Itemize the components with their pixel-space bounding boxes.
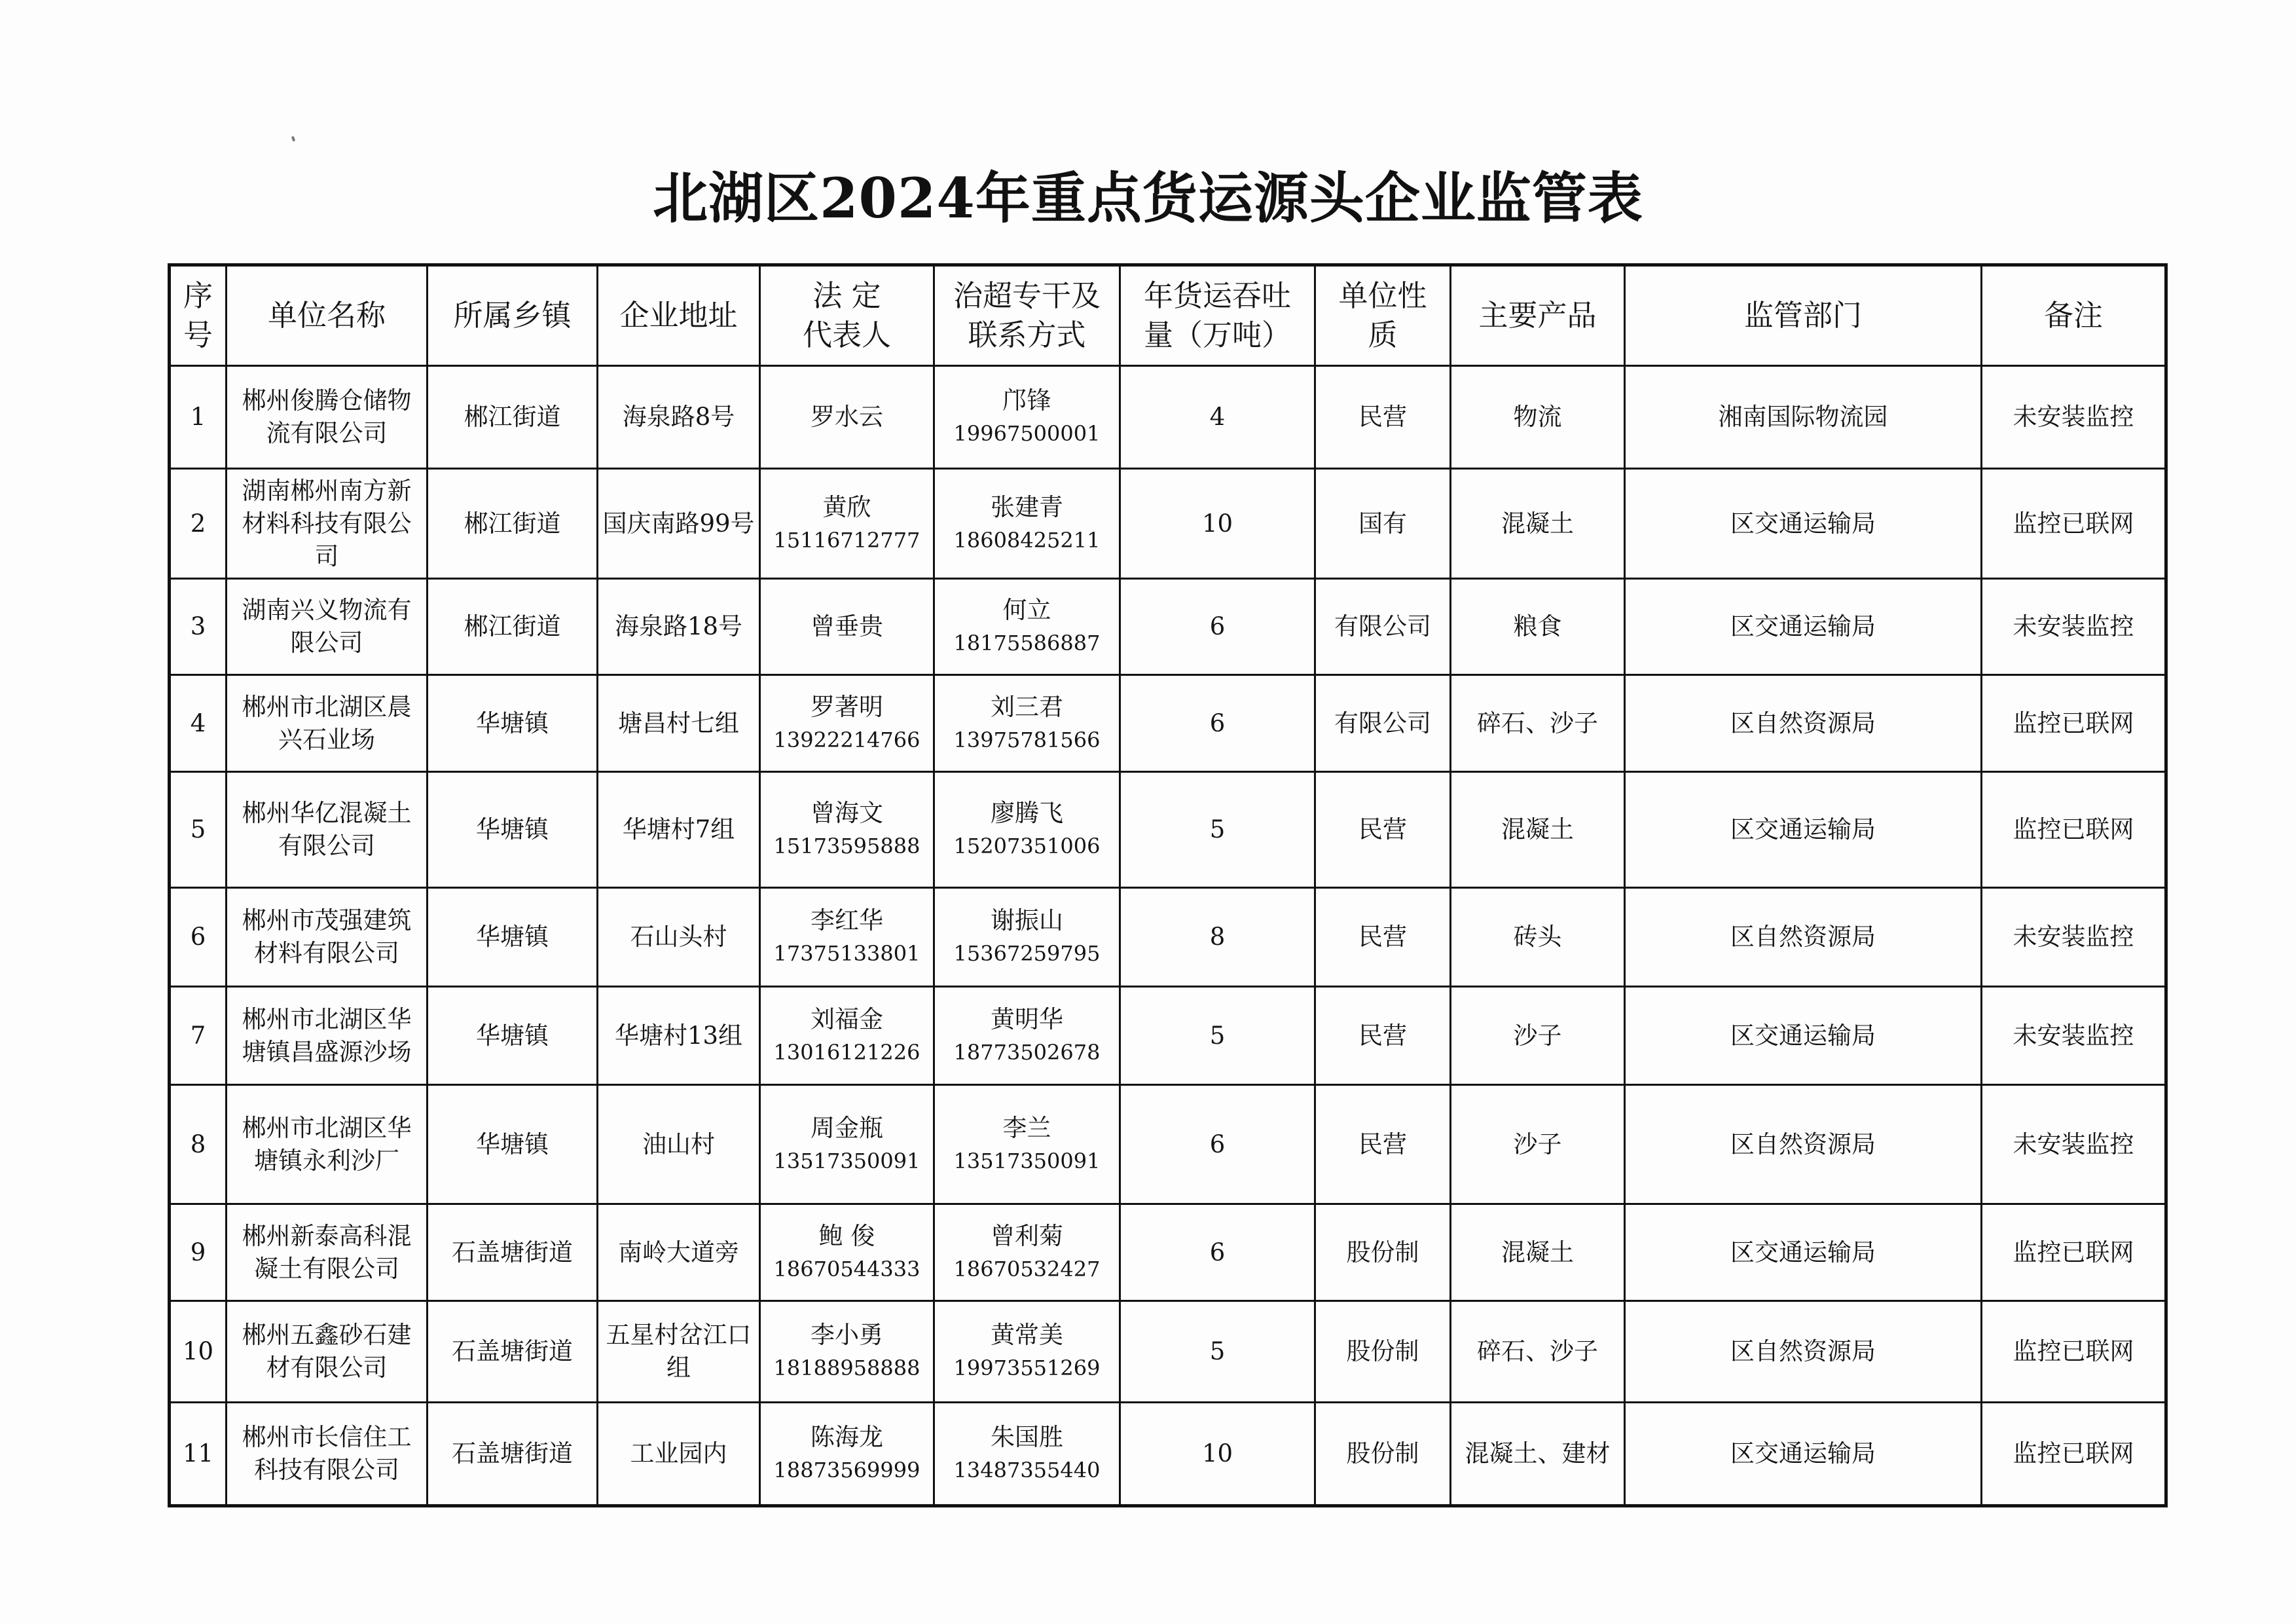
town-cell: 华塘镇	[428, 675, 598, 772]
contact-cell: 黄常美 19973551269	[934, 1301, 1120, 1403]
volume-cell: 8	[1120, 888, 1315, 987]
contact-cell: 廖腾飞 15207351006	[934, 772, 1120, 888]
remark-cell: 监控已联网	[1982, 1403, 2166, 1506]
contact-cell: 何立 18175586887	[934, 579, 1120, 675]
town-cell: 郴江街道	[428, 469, 598, 579]
town-cell: 华塘镇	[428, 1085, 598, 1204]
company-name-cell: 郴州华亿混凝土有限公司	[227, 772, 428, 888]
remark-cell: 监控已联网	[1982, 1204, 2166, 1301]
volume-cell: 5	[1120, 1301, 1315, 1403]
nature-cell: 民营	[1315, 772, 1451, 888]
remark-cell: 未安装监控	[1982, 888, 2166, 987]
enterprise-supervision-table	[168, 263, 2168, 1507]
company-name-cell: 湖南兴义物流有限公司	[227, 579, 428, 675]
volume-cell: 6	[1120, 675, 1315, 772]
legal-rep-cell: 李红华 17375133801	[760, 888, 934, 987]
nature-cell: 民营	[1315, 1085, 1451, 1204]
header-seq: 序 号	[170, 265, 227, 366]
row-seq-cell: 1	[170, 366, 227, 469]
remark-cell: 未安装监控	[1982, 579, 2166, 675]
header-remark: 备注	[1982, 265, 2166, 366]
legal-rep-cell: 李小勇 18188958888	[760, 1301, 934, 1403]
row-seq-cell: 8	[170, 1085, 227, 1204]
address-cell: 五星村岔江口组	[598, 1301, 760, 1403]
volume-cell: 6	[1120, 1204, 1315, 1301]
address-cell: 南岭大道旁	[598, 1204, 760, 1301]
legal-rep-cell: 刘福金 13016121226	[760, 987, 934, 1085]
document-title: 北湖区2024年重点货运源头企业监管表	[653, 166, 1643, 231]
address-cell: 工业园内	[598, 1403, 760, 1506]
row-seq-cell: 2	[170, 469, 227, 579]
header-name: 单位名称	[227, 265, 428, 366]
town-cell: 郴江街道	[428, 366, 598, 469]
row-seq-cell: 9	[170, 1204, 227, 1301]
row-seq-cell: 11	[170, 1403, 227, 1506]
volume-cell: 4	[1120, 366, 1315, 469]
volume-cell: 10	[1120, 469, 1315, 579]
contact-cell: 曾利菊 18670532427	[934, 1204, 1120, 1301]
table-row	[170, 579, 2166, 675]
remark-cell: 监控已联网	[1982, 675, 2166, 772]
dept-cell: 区交通运输局	[1625, 1403, 1982, 1506]
header-nature: 单位性 质	[1315, 265, 1451, 366]
table-row	[170, 675, 2166, 772]
address-cell: 国庆南路99号	[598, 469, 760, 579]
address-cell: 塘昌村七组	[598, 675, 760, 772]
remark-cell: 监控已联网	[1982, 1301, 2166, 1403]
row-seq-cell: 6	[170, 888, 227, 987]
nature-cell: 民营	[1315, 366, 1451, 469]
header-address: 企业地址	[598, 265, 760, 366]
nature-cell: 股份制	[1315, 1403, 1451, 1506]
dept-cell: 区自然资源局	[1625, 1301, 1982, 1403]
company-name-cell: 郴州市北湖区华塘镇永利沙厂	[227, 1085, 428, 1204]
remark-cell: 监控已联网	[1982, 772, 2166, 888]
remark-cell: 未安装监控	[1982, 987, 2166, 1085]
nature-cell: 股份制	[1315, 1301, 1451, 1403]
nature-cell: 股份制	[1315, 1204, 1451, 1301]
header-dept: 监管部门	[1625, 265, 1982, 366]
row-seq-cell: 4	[170, 675, 227, 772]
contact-cell: 刘三君 13975781566	[934, 675, 1120, 772]
product-cell: 混凝土	[1451, 469, 1625, 579]
town-cell: 华塘镇	[428, 888, 598, 987]
table-row	[170, 1204, 2166, 1301]
legal-rep-cell: 周金瓶 13517350091	[760, 1085, 934, 1204]
header-product: 主要产品	[1451, 265, 1625, 366]
town-cell: 石盖塘街道	[428, 1403, 598, 1506]
contact-cell: 黄明华 18773502678	[934, 987, 1120, 1085]
legal-rep-cell: 罗著明 13922214766	[760, 675, 934, 772]
dept-cell: 区交通运输局	[1625, 579, 1982, 675]
table-row	[170, 1301, 2166, 1403]
address-cell: 油山村	[598, 1085, 760, 1204]
legal-rep-cell: 罗水云	[760, 366, 934, 469]
volume-cell: 5	[1120, 987, 1315, 1085]
dept-cell: 区交通运输局	[1625, 1204, 1982, 1301]
address-cell: 海泉路18号	[598, 579, 760, 675]
product-cell: 物流	[1451, 366, 1625, 469]
nature-cell: 民营	[1315, 987, 1451, 1085]
dept-cell: 湘南国际物流园	[1625, 366, 1982, 469]
dept-cell: 区交通运输局	[1625, 469, 1982, 579]
legal-rep-cell: 鲍 俊 18670544333	[760, 1204, 934, 1301]
company-name-cell: 郴州市北湖区晨兴石业场	[227, 675, 428, 772]
product-cell: 粮食	[1451, 579, 1625, 675]
table-row	[170, 469, 2166, 579]
address-cell: 海泉路8号	[598, 366, 760, 469]
table-row	[170, 772, 2166, 888]
address-cell: 石山头村	[598, 888, 760, 987]
product-cell: 碎石、沙子	[1451, 675, 1625, 772]
row-seq-cell: 7	[170, 987, 227, 1085]
legal-rep-cell: 曾海文 15173595888	[760, 772, 934, 888]
remark-cell: 未安装监控	[1982, 366, 2166, 469]
dept-cell: 区自然资源局	[1625, 675, 1982, 772]
header-contact: 治超专干及 联系方式	[934, 265, 1120, 366]
table-row	[170, 987, 2166, 1085]
company-name-cell: 郴州新泰高科混凝土有限公司	[227, 1204, 428, 1301]
address-cell: 华塘村13组	[598, 987, 760, 1085]
remark-cell: 监控已联网	[1982, 469, 2166, 579]
row-seq-cell: 3	[170, 579, 227, 675]
contact-cell: 张建青 18608425211	[934, 469, 1120, 579]
product-cell: 沙子	[1451, 1085, 1625, 1204]
nature-cell: 民营	[1315, 888, 1451, 987]
town-cell: 石盖塘街道	[428, 1204, 598, 1301]
table-row	[170, 366, 2166, 469]
volume-cell: 10	[1120, 1403, 1315, 1506]
volume-cell: 5	[1120, 772, 1315, 888]
volume-cell: 6	[1120, 579, 1315, 675]
company-name-cell: 郴州俊腾仓储物流有限公司	[227, 366, 428, 469]
contact-cell: 邝锋 19967500001	[934, 366, 1120, 469]
town-cell: 石盖塘街道	[428, 1301, 598, 1403]
table-row	[170, 1085, 2166, 1204]
header-legal-rep: 法 定 代表人	[760, 265, 934, 366]
product-cell: 混凝土	[1451, 1204, 1625, 1301]
company-name-cell: 郴州市茂强建筑材料有限公司	[227, 888, 428, 987]
town-cell: 华塘镇	[428, 987, 598, 1085]
header-town: 所属乡镇	[428, 265, 598, 366]
volume-cell: 6	[1120, 1085, 1315, 1204]
table-row	[170, 888, 2166, 987]
row-seq-cell: 5	[170, 772, 227, 888]
town-cell: 华塘镇	[428, 772, 598, 888]
town-cell: 郴江街道	[428, 579, 598, 675]
company-name-cell: 郴州市北湖区华塘镇昌盛源沙场	[227, 987, 428, 1085]
address-cell: 华塘村7组	[598, 772, 760, 888]
scan-speck	[291, 136, 295, 142]
company-name-cell: 郴州市长信住工科技有限公司	[227, 1403, 428, 1506]
table-body	[170, 366, 2166, 1506]
remark-cell: 未安装监控	[1982, 1085, 2166, 1204]
product-cell: 沙子	[1451, 987, 1625, 1085]
company-name-cell: 郴州五鑫砂石建材有限公司	[227, 1301, 428, 1403]
dept-cell: 区自然资源局	[1625, 1085, 1982, 1204]
dept-cell: 区自然资源局	[1625, 888, 1982, 987]
header-volume: 年货运吞吐 量（万吨）	[1120, 265, 1315, 366]
contact-cell: 李兰 13517350091	[934, 1085, 1120, 1204]
row-seq-cell: 10	[170, 1301, 227, 1403]
legal-rep-cell: 黄欣 15116712777	[760, 469, 934, 579]
table-header-row	[170, 265, 2166, 366]
table-row	[170, 1403, 2166, 1506]
dept-cell: 区交通运输局	[1625, 772, 1982, 888]
nature-cell: 有限公司	[1315, 579, 1451, 675]
product-cell: 混凝土、建材	[1451, 1403, 1625, 1506]
nature-cell: 国有	[1315, 469, 1451, 579]
product-cell: 砖头	[1451, 888, 1625, 987]
product-cell: 混凝土	[1451, 772, 1625, 888]
legal-rep-cell: 曾垂贵	[760, 579, 934, 675]
contact-cell: 谢振山 15367259795	[934, 888, 1120, 987]
contact-cell: 朱国胜 13487355440	[934, 1403, 1120, 1506]
company-name-cell: 湖南郴州南方新材料科技有限公司	[227, 469, 428, 579]
product-cell: 碎石、沙子	[1451, 1301, 1625, 1403]
dept-cell: 区交通运输局	[1625, 987, 1982, 1085]
legal-rep-cell: 陈海龙 18873569999	[760, 1403, 934, 1506]
nature-cell: 有限公司	[1315, 675, 1451, 772]
